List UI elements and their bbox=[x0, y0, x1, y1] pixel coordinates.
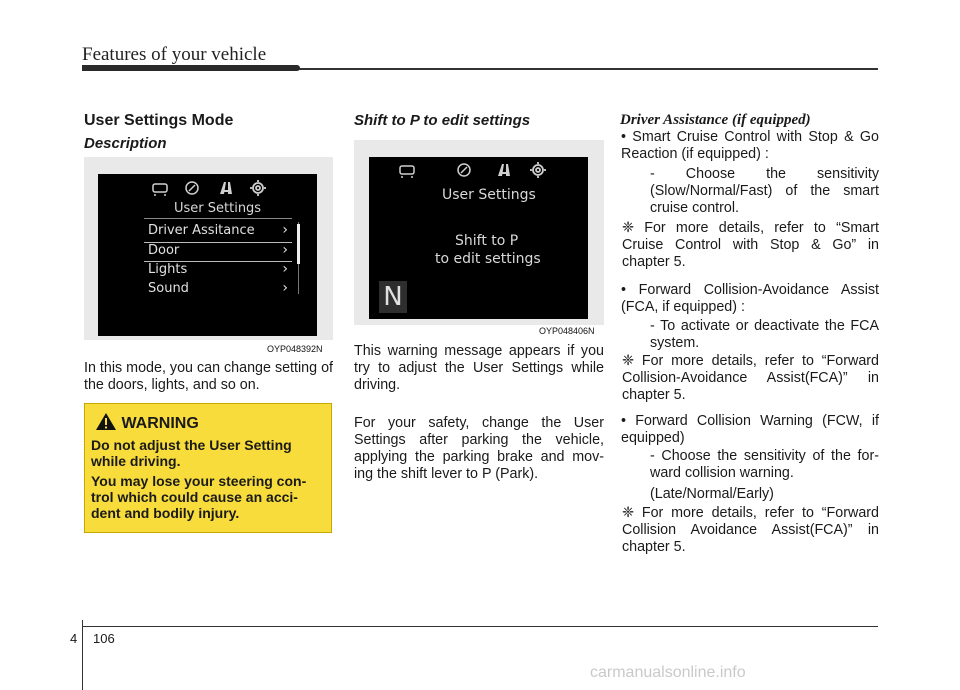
gear-indicator: N bbox=[379, 281, 407, 313]
screen-divider bbox=[144, 218, 292, 219]
figure-user-settings bbox=[84, 157, 333, 354]
menu-item-driver-assistance[interactable]: Driver Assitance › bbox=[144, 221, 292, 243]
chapter-number: 4 bbox=[70, 631, 78, 646]
screen-title: User Settings bbox=[442, 187, 536, 203]
warning-header bbox=[95, 412, 199, 433]
menu-item-lights[interactable]: Lights › bbox=[148, 261, 288, 277]
bullet-item: • Smart Cruise Control with Stop & Go Reaction (if equipped) : bbox=[621, 129, 879, 162]
paragraph: This warning message appears if you try to adjust the User Settings while driving. bbox=[354, 343, 604, 393]
footer-divider bbox=[82, 620, 83, 690]
menu-item-door[interactable]: Door › bbox=[144, 242, 292, 262]
car-icon bbox=[153, 184, 167, 196]
section-heading: User Settings Mode bbox=[84, 112, 234, 129]
screen-message-2: to edit settings bbox=[435, 251, 541, 267]
sub-item: (Late/Normal/Early) bbox=[650, 486, 774, 502]
sub-item: - Choose the sensitivity (Slow/Normal/Fast) of the smart cruise control. bbox=[650, 166, 879, 216]
chevron-right-icon: › bbox=[282, 280, 288, 296]
menu-item-sound[interactable]: Sound › bbox=[148, 280, 288, 296]
scrollbar-thumb[interactable] bbox=[297, 224, 300, 264]
watermark: carmanualsonline.info bbox=[590, 664, 746, 681]
display-screen bbox=[98, 174, 317, 336]
screen-message-1: Shift to P bbox=[455, 233, 519, 249]
note-item: ❈ For more details, refer to “Smart Cruise Control with Stop & Go” in chapter 5. bbox=[622, 220, 879, 270]
page-number: 106 bbox=[93, 631, 115, 646]
chevron-right-icon: › bbox=[282, 261, 288, 277]
lane-icon bbox=[220, 182, 232, 194]
figure-shift-to-p bbox=[354, 140, 604, 336]
chevron-right-icon: › bbox=[282, 222, 288, 238]
note-item: ❈ For more details, refer to “Forward Collision Avoidance Assist(FCA)” in chapter 5. bbox=[622, 505, 879, 555]
paragraph: For your safety, change the User Settings after parking the vehicle, applying the parking brake and mov- ing the shift lever to P (Park). bbox=[354, 415, 604, 482]
top-icons bbox=[150, 178, 280, 198]
bullet-item: • Forward Collision Warning (FCW, if equipped) bbox=[621, 413, 879, 446]
gear-icon bbox=[250, 180, 266, 196]
chevron-right-icon: › bbox=[282, 242, 288, 258]
top-icons bbox=[397, 159, 567, 181]
figure-caption: OYP048392N bbox=[267, 344, 323, 354]
warning-triangle-icon bbox=[95, 412, 117, 431]
display-screen bbox=[369, 157, 588, 319]
compass-icon bbox=[458, 164, 470, 176]
warning-text-1: Do not adjust the User Setting while driving. bbox=[91, 437, 292, 469]
footer-rule bbox=[82, 626, 878, 627]
figure-caption: OYP048406N bbox=[539, 326, 595, 336]
compass-icon bbox=[186, 182, 198, 194]
lane-icon bbox=[498, 164, 510, 176]
warning-box bbox=[84, 403, 332, 533]
warning-text-2: You may lose your steering con- trol which could cause an acci- dent and bodily injury. bbox=[91, 473, 307, 521]
header-bar bbox=[82, 65, 300, 71]
car-icon bbox=[400, 166, 414, 178]
bullet-item: • Forward Collision-Avoidance Assist (FCA, if equipped) : bbox=[621, 282, 879, 315]
header-title: Features of your vehicle bbox=[82, 44, 267, 65]
section-heading: Shift to P to edit settings bbox=[354, 112, 531, 129]
paragraph: In this mode, you can change setting of the doors, lights, and so on. bbox=[84, 360, 333, 393]
screen-title: User Settings bbox=[174, 201, 262, 216]
sub-item: - Choose the sensitivity of the for- ward collision warning. bbox=[650, 448, 879, 481]
gear-icon bbox=[530, 162, 546, 178]
section-subheading: Description bbox=[84, 135, 167, 152]
note-item: ❈ For more details, refer to “Forward Collision-Avoidance Assist(FCA)” in chapter 5. bbox=[622, 353, 879, 403]
section-heading: Driver Assistance (if equipped) bbox=[620, 112, 811, 128]
warning-title: WARNING bbox=[121, 415, 199, 432]
sub-item: - To activate or deactivate the FCA system. bbox=[650, 318, 879, 351]
